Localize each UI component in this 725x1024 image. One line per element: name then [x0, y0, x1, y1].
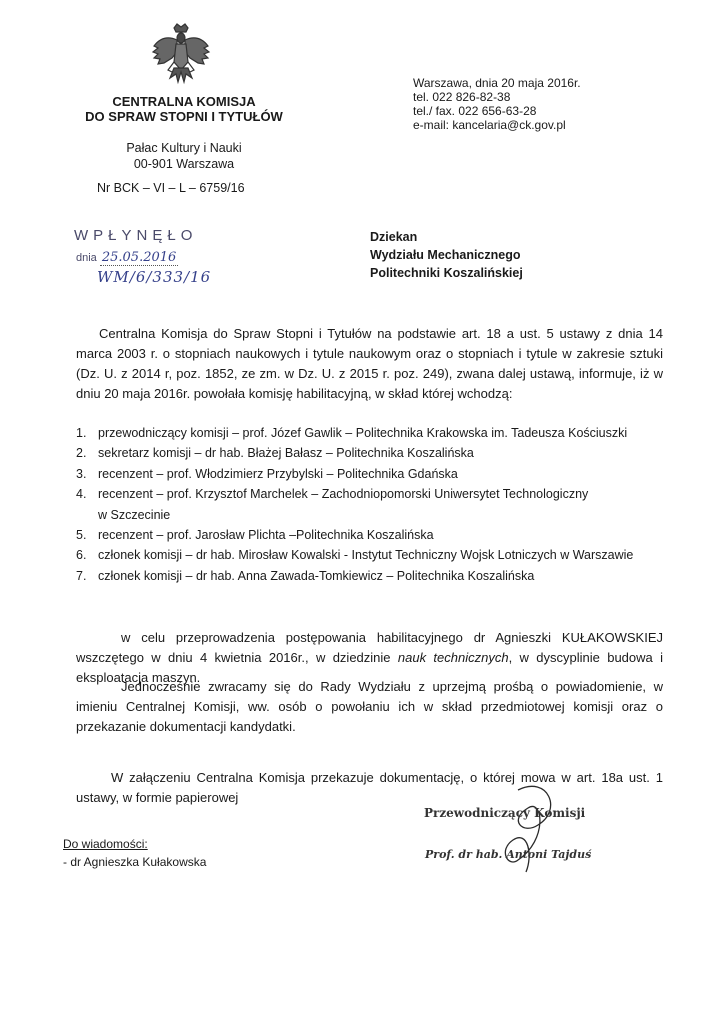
cc-item: - dr Agnieszka Kułakowska: [63, 855, 207, 869]
purpose-paragraph: w celu przeprowadzenia postępowania habilitacyjnego dr Agnieszki KUŁAKOWSKIEJ wszczętego w dniu 4 kwietnia 2016r., w dziedzinie nauk technicznych, w dyscyplinie budowa i eksploatacja maszyn.: [76, 630, 664, 685]
polish-eagle-emblem-icon: [150, 22, 212, 86]
received-stamp-number: WM/6/333/16: [97, 268, 212, 286]
signature-name: Prof. dr hab. Antoni Tajduś: [425, 848, 592, 861]
recipient-line2: Wydziału Mechanicznego: [370, 248, 521, 262]
committee-members-list: [76, 423, 676, 586]
cc-title: Do wiadomości:: [63, 837, 148, 851]
address-line1: Pałac Kultury i Nauki: [126, 141, 242, 155]
list-item-continuation: w Szczecinie: [98, 507, 171, 522]
reference-number: Nr BCK – VI – L – 6759/16: [97, 181, 245, 195]
list-item: 3. recenzent – prof. Włodzimierz Przybylski – Politechnika Gdańska: [76, 466, 458, 481]
contact-fax: tel./ fax. 022 656-63-28: [413, 104, 537, 118]
received-stamp-title: WPŁYNĘŁO: [74, 227, 198, 244]
recipient-block: [370, 228, 523, 282]
received-date-label: dnia: [76, 252, 97, 264]
intro-paragraph: Centralna Komisja do Spraw Stopni i Tytułów na podstawie art. 18 a ust. 5 ustawy z dnia 14 marca 2003 r. o stopniach naukowych i tytule naukowym oraz o stopniach i tytule w zakresie sztuki (Dz. U. z 2014 r, poz. 1852, ze zm. w Dz. U. z 2015 r. poz. 249), zwana dalej ustawą, informuje, iż w dniu 20 maja 2016r. powołała komisję habilitacyjną, w skład której wchodzą:: [76, 326, 663, 401]
recipient-line3: Politechniki Koszalińskiej: [370, 266, 523, 280]
list-item: 1. przewodniczący komisji – prof. Józef Gawlik – Politechnika Krakowska im. Tadeusza Kościuszki: [76, 426, 628, 440]
contact-block: [413, 76, 581, 132]
list-item: 6. członek komisji – dr hab. Mirosław Kowalski - Instytut Techniczny Wojsk Lotniczych w Warszawie: [76, 548, 634, 563]
org-name-line2: DO SPRAW STOPNI I TYTUŁÓW: [85, 109, 283, 124]
request-paragraph: Jednocześnie zwracamy się do Rady Wydziału z uprzejmą prośbą o powiadomienie, w imieniu Centralnej Komisji, ww. osób o powołaniu ich w skład przedmiotowej komisji oraz o przekazanie dokumentacji kandydatki.: [76, 679, 663, 734]
list-item: 7. członek komisji – dr hab. Anna Zawada-Tomkiewicz – Politechnika Koszalińska: [76, 568, 535, 583]
list-item: 5. recenzent – prof. Jarosław Plichta –Politechnika Koszalińska: [76, 528, 434, 543]
received-stamp-date: [76, 250, 178, 265]
address-line2: 00-901 Warszawa: [133, 157, 235, 171]
list-item: 4. recenzent – prof. Krzysztof Marchelek – Zachodniopomorski Uniwersytet Technologiczny: [76, 487, 589, 502]
list-item: 2. sekretarz komisji – dr hab. Błażej Bałasz – Politechnika Koszalińska: [76, 446, 474, 461]
organization-name: [72, 94, 296, 124]
contact-tel: tel. 022 826-82-38: [413, 90, 511, 104]
place-date: Warszawa, dnia 20 maja 2016r.: [413, 76, 581, 90]
org-name-line1: CENTRALNA KOMISJA: [112, 94, 256, 109]
signature-title: Przewodniczący Komisji: [424, 806, 586, 820]
received-date-value: 25.05.2016: [101, 250, 177, 265]
recipient-line1: Dziekan: [370, 230, 418, 244]
attachment-paragraph: W załączeniu Centralna Komisja przekazuje dokumentację, o której mowa w art. 18a ust. 1 ustawy, w formie papierowej: [76, 770, 663, 805]
organization-address: [72, 140, 296, 172]
purpose-field: nauk technicznych: [397, 650, 509, 665]
contact-email: e-mail: kancelaria@ck.gov.pl: [413, 118, 566, 132]
